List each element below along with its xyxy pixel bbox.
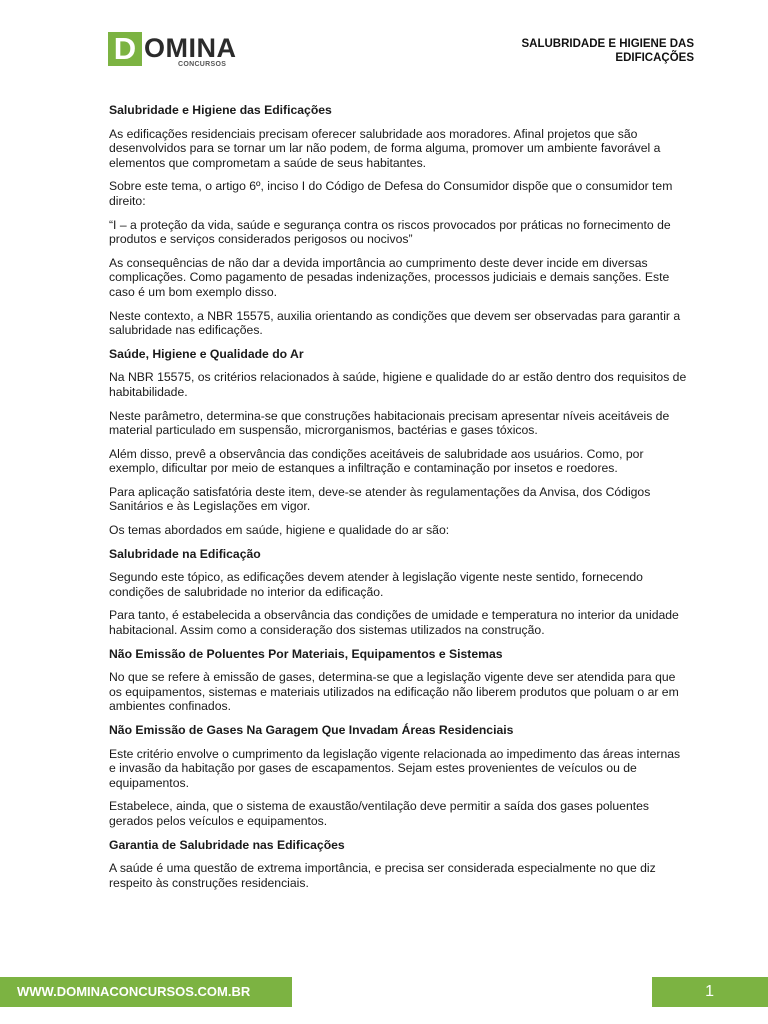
- section-heading: Salubridade e Higiene das Edificações: [109, 103, 332, 117]
- logo-letter: D: [108, 32, 142, 66]
- body-paragraph: Este critério envolve o cumprimento da legislação vigente relacionada ao impedimento das áreas internas e invasão da habitação por gases de escapamentos. Sejam estes provenientes de veículos ou de equipamentos.: [109, 746, 681, 790]
- body-paragraph: Para tanto, é estabelecida a observância das condições de umidade e temperatura no interior da unidade habitacional. Assim como a consideração dos sistemas utilizados na construção.: [109, 608, 679, 638]
- body-paragraph: Estabelece, ainda, que o sistema de exaustão/ventilação deve permitir a saída dos gases poluentes gerados pelos veículos e equipamentos.: [109, 799, 649, 828]
- body-paragraph: Neste contexto, a NBR 15575, auxilia orientando as condições que devem ser observadas para garantir a salubridade nas edificações.: [109, 308, 681, 338]
- header-title-line-2: EDIFICAÇÕES: [615, 51, 694, 64]
- section-heading: Não Emissão de Poluentes Por Materiais, Equipamentos e Sistemas: [109, 646, 503, 661]
- body-paragraph: Na NBR 15575, os critérios relacionados à saúde, higiene e qualidade do ar estão dentro dos requisitos de habitabilidade.: [109, 370, 687, 399]
- body-paragraph: Os temas abordados em saúde, higiene e qualidade do ar são:: [109, 523, 450, 538]
- body-paragraph: Para aplicação satisfatória deste item, deve-se atender às regulamentações da Anvisa, dos Códigos Sanitários e às Legislações em vigor.: [109, 484, 651, 514]
- body-paragraph: No que se refere à emissão de gases, determina-se que a legislação vigente deve ser atendida para que os equipamentos, sistemas e materiais utilizados na edificação não liberem produtos que poluam o ar em ambientes confinados.: [109, 670, 679, 714]
- logo-text: OMINA: [144, 33, 237, 63]
- body-paragraph: Segundo este tópico, as edificações devem atender à legislação vigente neste sentido, fornecendo condições de salubridade no interior da edificação.: [109, 570, 643, 599]
- document-header-title: [434, 38, 694, 65]
- section-heading: Saúde, Higiene e Qualidade do Ar: [109, 346, 304, 361]
- section-heading: Salubridade na Edificação: [109, 546, 261, 561]
- section-heading: Garantia de Salubridade nas Edificações: [109, 837, 345, 852]
- footer-website-link[interactable]: WWW.DOMINACONCURSOS.COM.BR: [0, 977, 292, 1007]
- header-title-line-1: SALUBRIDADE E HIGIENE DAS: [521, 38, 694, 50]
- section-heading: Não Emissão de Gases Na Garagem Que Invadam Áreas Residenciais: [109, 723, 514, 737]
- body-paragraph: “I – a proteção da vida, saúde e segurança contra os riscos provocados por práticas no fornecimento de produtos e serviços considerados perigosos ou nocivos”: [109, 217, 671, 247]
- body-paragraph: A saúde é uma questão de extrema importância, e precisa ser considerada especialmente no que diz respeito às construções residenciais.: [109, 861, 656, 890]
- domina-logo: [108, 32, 238, 72]
- logo-subtitle: CONCURSOS: [178, 61, 227, 68]
- body-paragraph: As edificações residenciais precisam oferecer salubridade aos moradores. Afinal projetos que são desenvolvidos para se tornar um lar não podem, de forma alguma, promover um ambiente favorável a elementos que comprometam a saúde de seus habitantes.: [109, 126, 661, 170]
- body-paragraph: Sobre este tema, o artigo 6º, inciso I do Código de Defesa do Consumidor dispõe que o consumidor tem direito:: [109, 179, 673, 208]
- page-number: 1: [652, 977, 768, 1007]
- body-paragraph: Além disso, prevê a observância das condições aceitáveis de salubridade aos usuários. Como, por exemplo, dificultar por meio de estanques a infiltração e contaminação por insetos e roedores.: [109, 446, 644, 476]
- body-paragraph: As consequências de não dar a devida importância ao cumprimento deste dever incide em diversas complicações. Como pagamento de pesadas indenizações, processos judiciais e demais sanções. Este caso é um bom exemplo disso.: [109, 255, 670, 299]
- document-body: [109, 103, 689, 899]
- body-paragraph: Neste parâmetro, determina-se que construções habitacionais precisam apresentar níveis aceitáveis de material particulado em suspensão, microrganismos, bactérias e gases tóxicos.: [109, 408, 670, 438]
